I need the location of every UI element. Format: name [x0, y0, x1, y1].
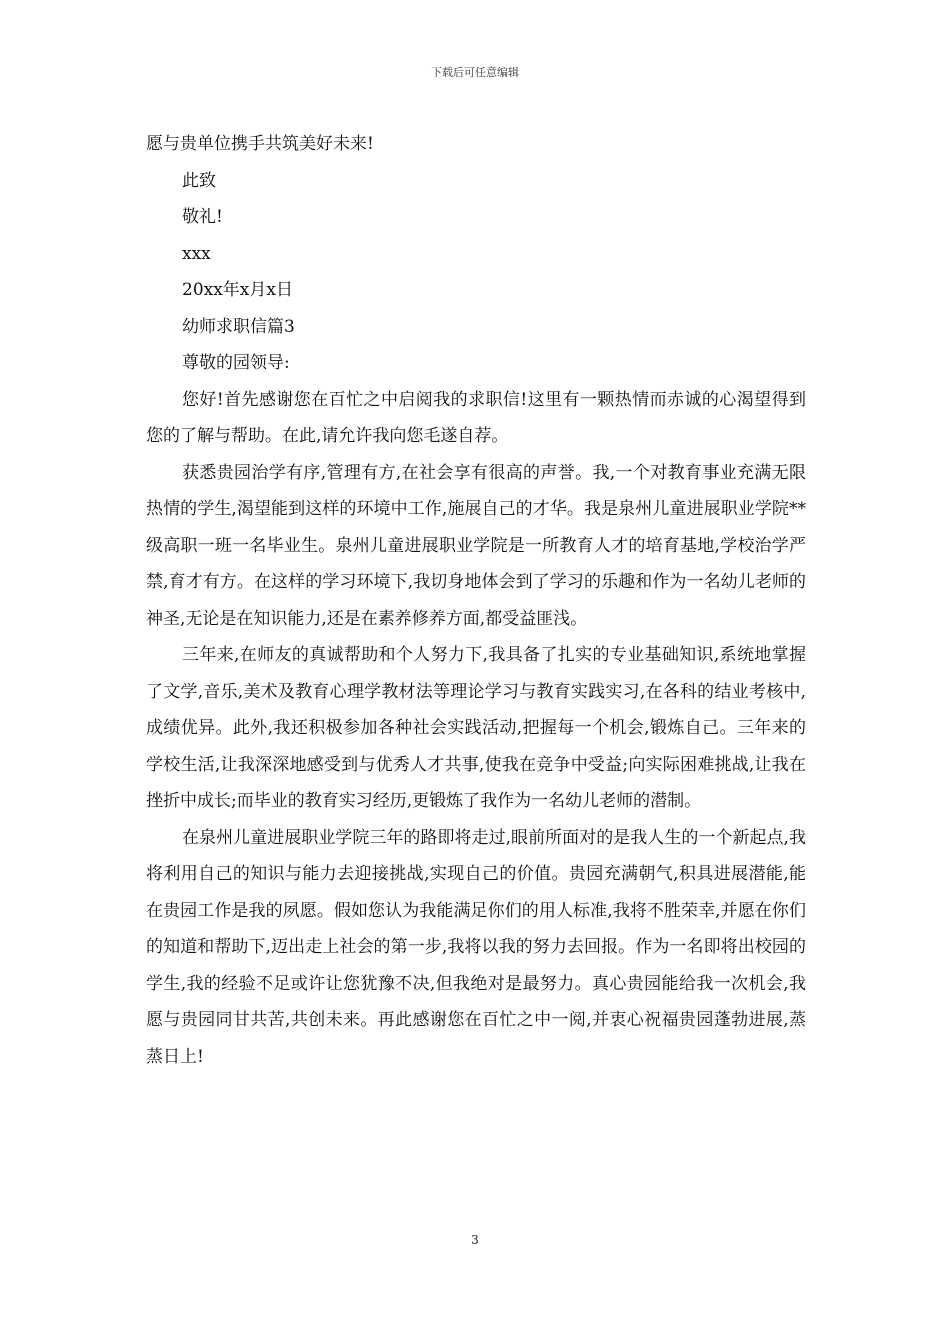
paragraph-intro: 您好!首先感谢您在百忙之中启阅我的求职信!这里有一颗热情而赤诚的心渴望得到您的了解与帮助。在此,请允许我向您毛遂自荐。: [146, 389, 806, 446]
section-title: 幼师求职信篇3: [182, 316, 295, 337]
salutation-line-1: 此致: [182, 170, 216, 191]
signature: xxx: [182, 243, 211, 264]
greeting: 尊敬的园领导:: [182, 353, 290, 373]
closing-line: 愿与贵单位携手共筑美好未来!: [146, 134, 374, 154]
paragraph-experience: 三年来,在师友的真诚帮助和个人努力下,我具备了扎实的专业基础知识,系统地掌握了文学,音乐,美术及教育心理学教材法等理论学习与教育实践实习,在各科的结业考核中,成绩优异。此外,我还积极参加各种社会实践活动,把握每一个机会,锻炼自己。三年来的学校生活,让我深深地感受到与优秀人才共事,使我在竞争中受益;向实际困难挑战,让我在挫折中成长;而毕业的教育实习经历,更锻炼了我作为一名幼儿老师的潜制。: [146, 645, 806, 811]
page-number: 3: [471, 1233, 479, 1247]
letter-body: [146, 126, 806, 1075]
salutation-line-2: 敬礼!: [182, 207, 223, 227]
paragraph-background: 获悉贵园治学有序,管理有方,在社会享有很高的声誉。我,一个对教育事业充满无限热情的学生,渴望能到这样的环境中工作,施展自己的才华。我是泉州儿童进展职业学院**级高职一班一名毕业生。泉州儿童进展职业学院是一所教育人才的培育基地,学校治学严禁,育才有方。在这样的学习环境下,我切身地体会到了学习的乐趣和作为一名幼儿老师的神圣,无论是在知识能力,还是在素养修养方面,都受益匪浅。: [146, 462, 806, 629]
letter-date: 20xx年x月x日: [182, 280, 293, 300]
paragraph-conclusion: 在泉州儿童进展职业学院三年的路即将走过,眼前所面对的是我人生的一个新起点,我将利用自己的知识与能力去迎接挑战,实现自己的价值。贵园充满朝气,积具进展潜能,能在贵园工作是我的夙愿。假如您认为我能满足你们的用人标准,我将不胜荣幸,并愿在你们的知道和帮助下,迈出走上社会的第一步,我将以我的努力去回报。作为一名即将出校园的学生,我的经验不足或许让您犹豫不决,但我绝对是最努力。真心贵园能给我一次机会,我愿与贵园同甘共苦,共创未来。再此感谢您在百忙之中一阅,并衷心祝福贵园蓬勃进展,蒸蒸日上!: [146, 827, 806, 1067]
page-header-note: 下载后可任意编辑: [431, 66, 519, 79]
